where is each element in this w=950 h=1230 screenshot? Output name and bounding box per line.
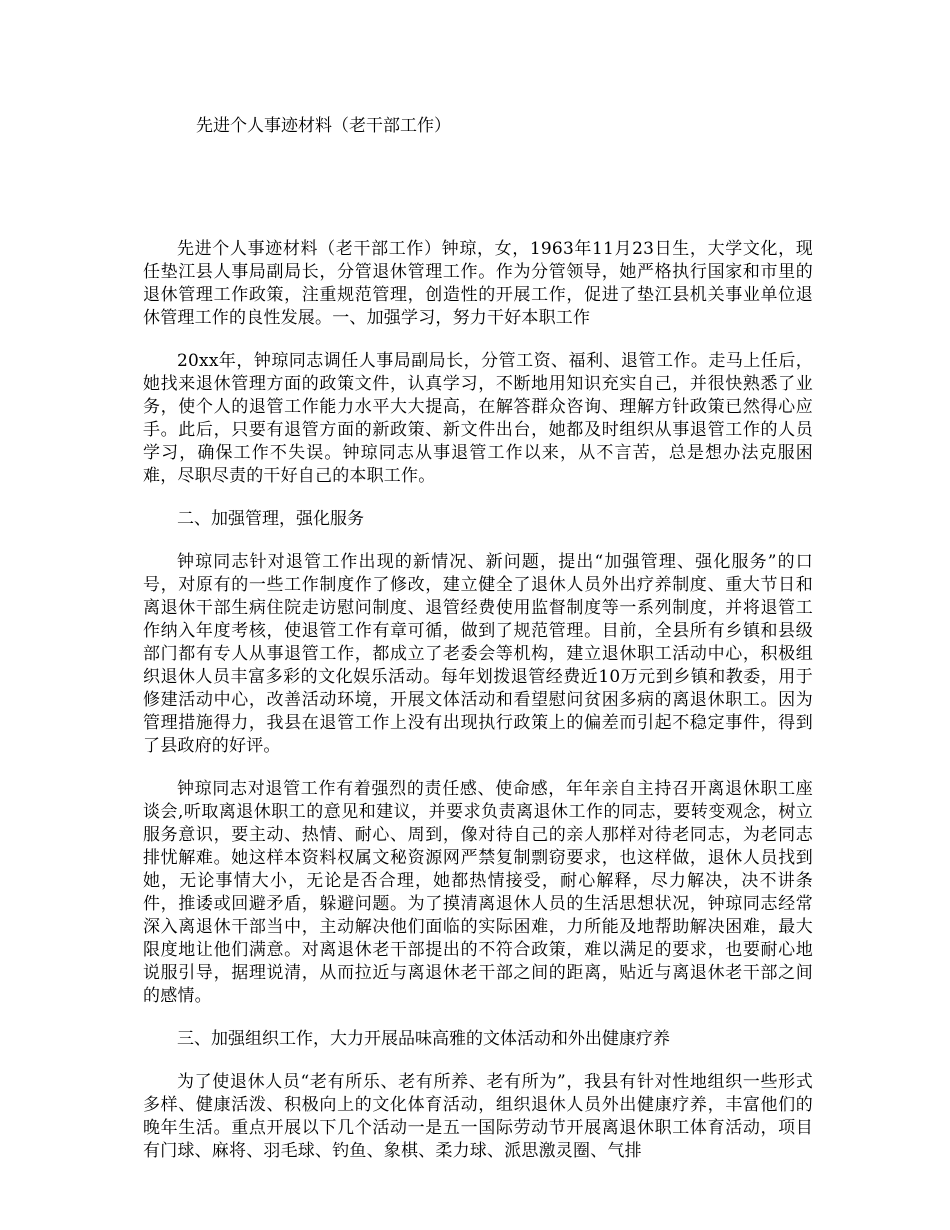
document-body	[143, 238, 813, 1183]
paragraph-responsibility: 钟琼同志对退管工作有着强烈的责任感、使命感，年年亲自主持召开离退休职工座谈会,听取离退休职工的意见和建议，并要求负责离退休工作的同志，要转变观念，树立服务意识，要主动、热情、耐心、周到，像对待自己的亲人那样对待老同志，为老同志排忧解难。她这样本资料权属文秘资源网严禁复制剽窃要求，也这样做，退休人员找到她，无论事情大小，无论是否合理，她都热情接受，耐心解释，尽力解决，决不讲条件，推诿或回避矛盾，躲避问题。为了摸清离退休人员的生活思想状况，钟琼同志经常深入离退休干部当中，主动解决他们面临的实际困难，力所能及地帮助解决困难，最大限度地让他们满意。对离退休老干部提出的不符合政策，难以满足的要求，也要耐心地说服引导，据理说清，从而拉近与离退休老干部之间的距离，贴近与离退休老干部之间的感情。	[143, 779, 813, 1006]
paragraph-management: 钟琼同志针对退管工作出现的新情况、新问题，提出“加强管理、强化服务”的口号，对原有的一些工作制度作了修改，建立健全了退休人员外出疗养制度、重大节日和离退休干部生病住院走访慰问制度、退管经费使用监督制度等一系列制度，并将退管工作纳入年度考核，使退管工作有章可循，做到了规范管理。目前，全县所有乡镇和县级部门都有专人从事退管工作，都成立了老委会等机构，建立退休职工活动中心，积极组织退休人员丰富多彩的文化娱乐活动。每年划拨退管经费近10万元到乡镇和教委，用于修建活动中心，改善活动环境，开展文体活动和看望慰问贫困多病的离退休职工。因为管理措施得力，我县在退管工作上没有出现执行政策上的偏差而引起不稳定事件，得到了县政府的好评。	[143, 552, 813, 756]
paragraph-activities: 为了使退休人员“老有所乐、老有所养、老有所为”，我县有针对性地组织一些形式多样、健康活泼、积极向上的文化体育活动，组织退休人员外出健康疗养，丰富他们的晚年生活。重点开展以下几个活动一是五一国际劳动节开展离退休职工体育活动，项目有门球、麻将、羽毛球、钓鱼、象棋、柔力球、派思激灵圈、气排	[143, 1072, 813, 1161]
paragraph-intro: 先进个人事迹材料（老干部工作）钟琼，女，1963年11月23日生，大学文化，现任垫江县人事局副局长，分管退休管理工作。作为分管领导，她严格执行国家和市里的退休管理工作政策，注重规范管理，创造性的开展工作，促进了垫江县机关事业单位退休管理工作的良性发展。一、加强学习，努力干好本职工作	[143, 239, 813, 328]
section-heading-management: 二、加强管理，强化服务	[177, 509, 364, 529]
paragraph-study: 20xx年，钟琼同志调任人事局副局长，分管工资、福利、退管工作。走马上任后，她找来退休管理方面的政策文件，认真学习，不断地用知识充实自己，并很快熟悉了业务，使个人的退管工作能力水平大大提高，在解答群众咨询、理解方针政策已然得心应手。此后，只要有退管方面的新政策、新文件出台，她都及时组织从事退管工作的人员学习，确保工作不失误。钟琼同志从事退管工作以来，从不言苦，总是想办法克服困难，尽职尽责的干好自己的本职工作。	[143, 351, 813, 486]
section-heading-activities: 三、加强组织工作，大力开展品味高雅的文体活动和外出健康疗养	[177, 1029, 670, 1049]
document-title: 先进个人事迹材料（老干部工作）	[196, 116, 451, 136]
